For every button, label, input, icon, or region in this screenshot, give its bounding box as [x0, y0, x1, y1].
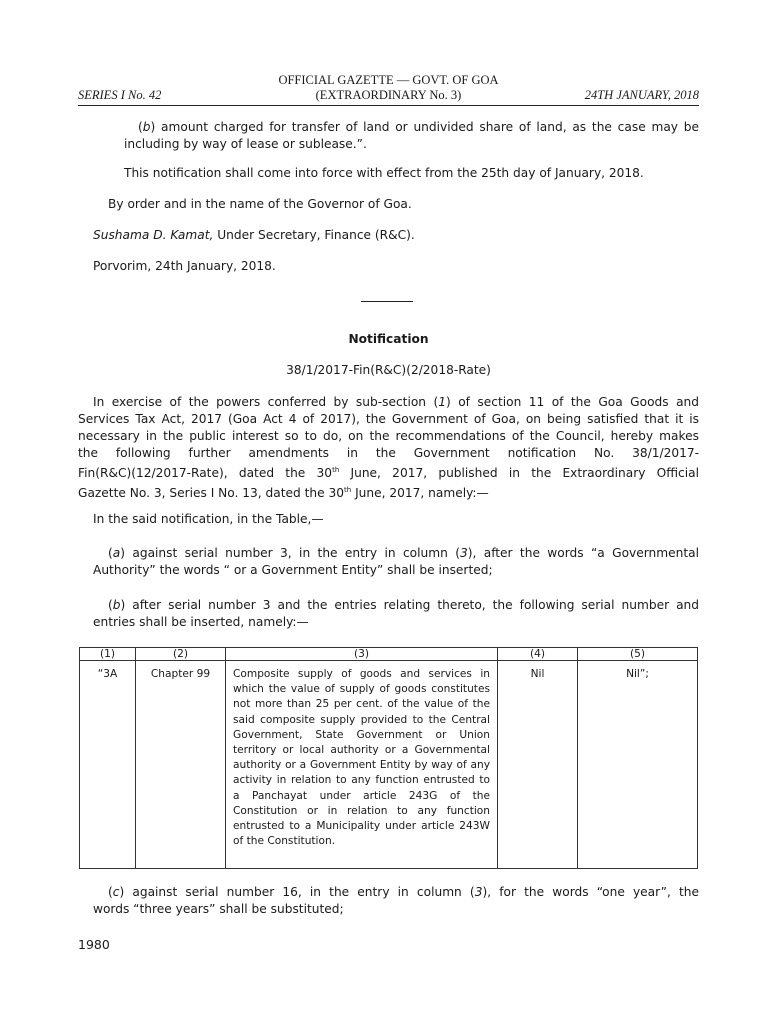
preamble-line3: necessary in the public interest so to do, on the recommendations of the Council, hereby makes: [78, 429, 699, 443]
table-header-col1: (1): [80, 648, 136, 661]
amendment-b-line2: entries shall be inserted, namely:—: [93, 615, 309, 629]
amendment-b: [93, 597, 699, 631]
signatory-title: Under Secretary, Finance (R&C).: [213, 228, 415, 242]
gazette-title-line2: (EXTRAORDINARY No. 3): [315, 88, 462, 102]
force-statement: This notification shall come into force with effect from the 25th day of January, 2018.: [124, 166, 644, 180]
gazette-date: 24TH JANUARY, 2018: [584, 88, 699, 102]
table-header-row: [80, 648, 698, 661]
amendment-a-line1: (a) against serial number 3, in the entry in column (3), after the words “a Governmental: [108, 546, 699, 560]
notification-preamble: [78, 394, 699, 502]
preamble-line6: Gazette No. 3, Series I No. 13, dated the 30th June, 2017, namely:—: [78, 486, 489, 501]
amendment-table: [79, 647, 698, 869]
place-date: Porvorim, 24th January, 2018.: [93, 259, 276, 273]
cell-serial: “3A: [80, 661, 136, 869]
preamble-line1: In exercise of the powers conferred by sub-section (1) of section 11 of the Goa Goods and: [93, 395, 699, 409]
series-number: SERIES I No. 42: [78, 88, 162, 102]
amendment-c-line1: (c) against serial number 16, in the entry in column (3), for the words “one year”, the: [108, 885, 699, 899]
amendment-a-line2: Authority” the words “ or a Government Entity” shall be inserted;: [93, 563, 493, 577]
amendment-c: [93, 884, 699, 918]
cell-rate: Nil: [498, 661, 578, 869]
preamble-line2: Services Tax Act, 2017 (Goa Act 4 of 2017), the Government of Goa, on being satisfied that it is: [78, 412, 699, 426]
clause-b-line1: (b) amount charged for transfer of land or undivided share of land, as the case may be: [138, 120, 699, 134]
clause-b-label: b: [142, 120, 151, 134]
table-header-col2: (2): [136, 648, 226, 661]
preamble-line5: Fin(R&C)(12/2017-Rate), dated the 30th June, 2017, published in the Extraordinary Official: [78, 466, 700, 481]
table-header-col3: (3): [226, 648, 498, 661]
cell-condition: Nil”;: [578, 661, 698, 869]
gazette-title-line1: OFFICIAL GAZETTE — GOVT. OF GOA: [278, 73, 499, 87]
amendment-a: [93, 545, 699, 579]
gazette-header: [78, 72, 699, 106]
table-header-col4: (4): [498, 648, 578, 661]
signatory: [93, 227, 415, 244]
cell-chapter: Chapter 99: [136, 661, 226, 869]
section-divider: [361, 301, 413, 302]
signatory-name: Sushama D. Kamat,: [93, 228, 214, 242]
clause-b-continuation: [124, 119, 699, 153]
order-statement: By order and in the name of the Governor of Goa.: [108, 197, 412, 211]
notification-title: Notification: [348, 332, 429, 346]
clause-b-line2: including by way of lease or sublease.”.: [124, 137, 367, 151]
cell-description: Composite supply of goods and services in which the value of supply of goods constitutes not more than 25 per cent. of the value of the said composite supply provided to the Central Government, State Government or Union territory or local authority or a Governmental authority or a Government Entity by way of any activity in relation to any function entrusted to a Panchayat under article 243G of the Constitution or in relation to any function entrusted to a Municipality under article 243W of the Constitution.: [226, 661, 498, 869]
amendment-c-line2: words “three years” shall be substituted;: [93, 902, 344, 916]
preamble-line4: the following further amendments in the Government notification No. 38/1/2017-: [78, 446, 699, 460]
table-header-col5: (5): [578, 648, 698, 661]
amendment-b-line1: (b) after serial number 3 and the entries relating thereto, the following serial number and: [108, 598, 699, 612]
table-row: [80, 661, 698, 869]
notification-number: 38/1/2017-Fin(R&C)(2/2018-Rate): [286, 363, 491, 377]
table-intro: In the said notification, in the Table,—: [93, 512, 324, 526]
page-number: 1980: [78, 937, 110, 952]
